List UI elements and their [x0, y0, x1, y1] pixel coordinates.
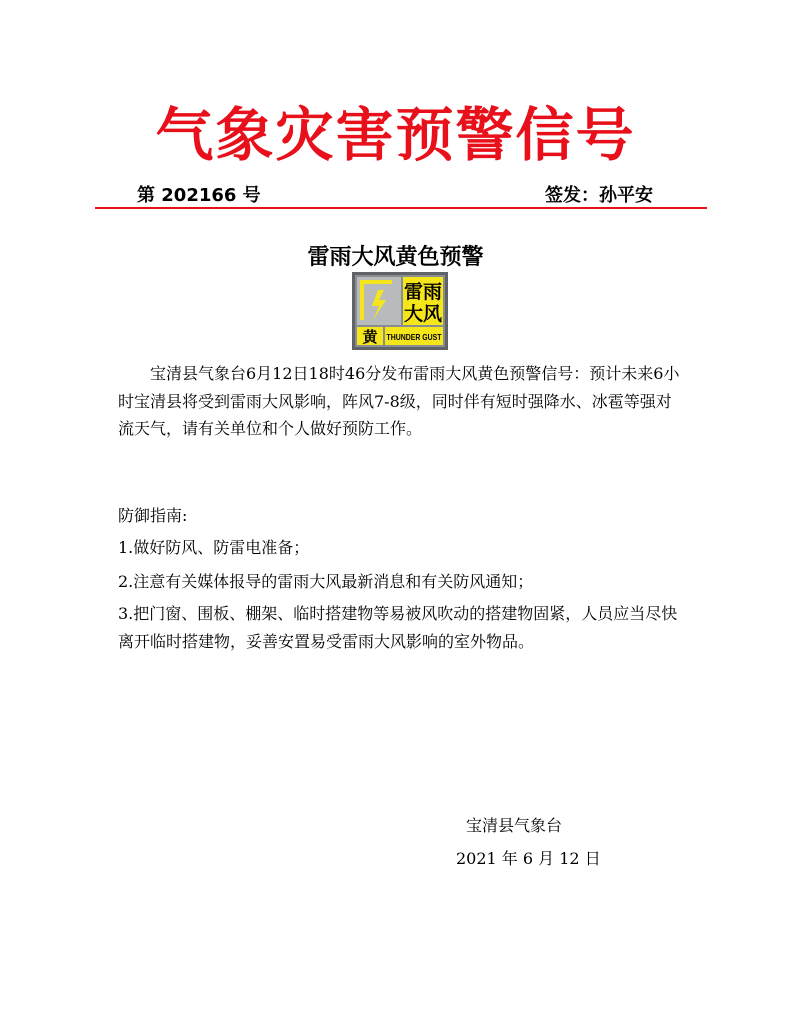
badge-level: 黄 [362, 328, 378, 346]
warning-heading: 雷雨大风黄色预警 [307, 245, 484, 270]
badge-text-mid: 大风 [403, 303, 443, 325]
badge-english: THUNDER GUST [386, 332, 443, 342]
issue-date: 2021 年 6 月 12 日 [456, 849, 601, 868]
document-number: 第 202166 号 [137, 185, 261, 206]
guide-item: 3.把门窗、围板、棚架、临时搭建物等易被风吹动的搭建物固紧，人员应当尽快离开临时搭建物，妥善安置易受雷雨大风影响的室外物品。 [118, 604, 678, 651]
signer: 签发：孙平安 [545, 185, 653, 206]
warning-paragraph: 宝清县气象台6月12日18时46分发布雷雨大风黄色预警信号：预计未来6小时宝清县将受到雷雨大风影响，阵风7-8级，同时伴有短时强降水、冰雹等强对流天气，请有关单位和个人做好预防工作。 [118, 364, 680, 438]
thunder-gust-yellow-warning-icon [352, 272, 448, 350]
guide-item: 2.注意有关媒体报导的雷雨大风最新消息和有关防风通知； [118, 572, 534, 591]
header-divider [95, 207, 707, 209]
guide-item: 1.做好防风、防雷电准备； [118, 538, 310, 557]
badge-text-top: 雷雨 [403, 281, 443, 303]
issuer: 宝清县气象台 [466, 816, 563, 835]
guide-title: 防御指南: [118, 506, 188, 525]
page-title: 气象灾害预警信号 [155, 101, 636, 169]
